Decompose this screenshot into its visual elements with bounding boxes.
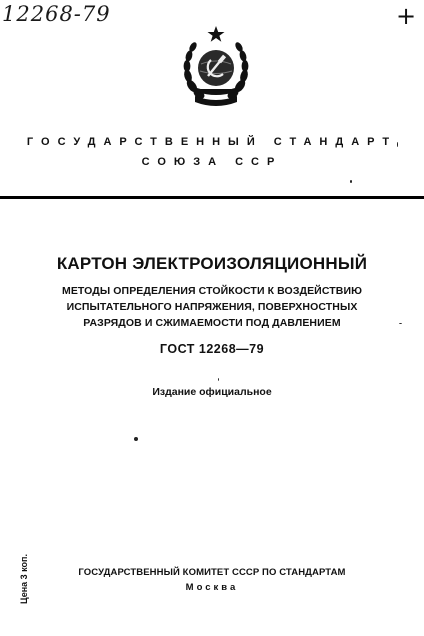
- scan-speck: [399, 323, 402, 324]
- price-label: Цена 3 коп.: [19, 554, 29, 604]
- handwritten-document-number: 12268-79: [2, 2, 111, 26]
- subtitle-line: МЕТОДЫ ОПРЕДЕЛЕНИЯ СТОЙКОСТИ К ВОЗДЕЙСТВИЮ: [61, 285, 363, 297]
- edition-label: Издание официальное: [152, 386, 272, 398]
- scan-speck: [350, 180, 352, 183]
- document-title: КАРТОН ЭЛЕКТРОИЗОЛЯЦИОННЫЙ: [56, 254, 368, 273]
- subtitle-line: РАЗРЯДОВ И СЖИМАЕМОСТИ ПОД ДАВЛЕНИЕМ: [83, 317, 341, 329]
- scan-speck: [397, 142, 398, 147]
- publisher-city: Москва: [185, 582, 239, 593]
- scan-speck: [134, 437, 138, 441]
- header-state-standard: ГОСУДАРСТВЕННЫЙ СТАНДАРТ: [26, 136, 398, 148]
- publisher-name: ГОСУДАРСТВЕННЫЙ КОМИТЕТ СССР ПО СТАНДАРТАМ: [78, 567, 346, 578]
- price-label-container: [18, 540, 30, 620]
- header-divider: [0, 196, 424, 199]
- ussr-emblem-icon: [181, 24, 251, 110]
- subtitle-line: ИСПЫТАТЕЛЬНОГО НАПРЯЖЕНИЯ, ПОВЕРХНОСТНЫХ: [66, 301, 358, 313]
- handwritten-plus-mark: +: [396, 2, 417, 30]
- scan-speck: [218, 378, 219, 381]
- gost-number: ГОСТ 12268—79: [159, 342, 265, 356]
- header-ussr: СОЮЗА ССР: [141, 156, 283, 168]
